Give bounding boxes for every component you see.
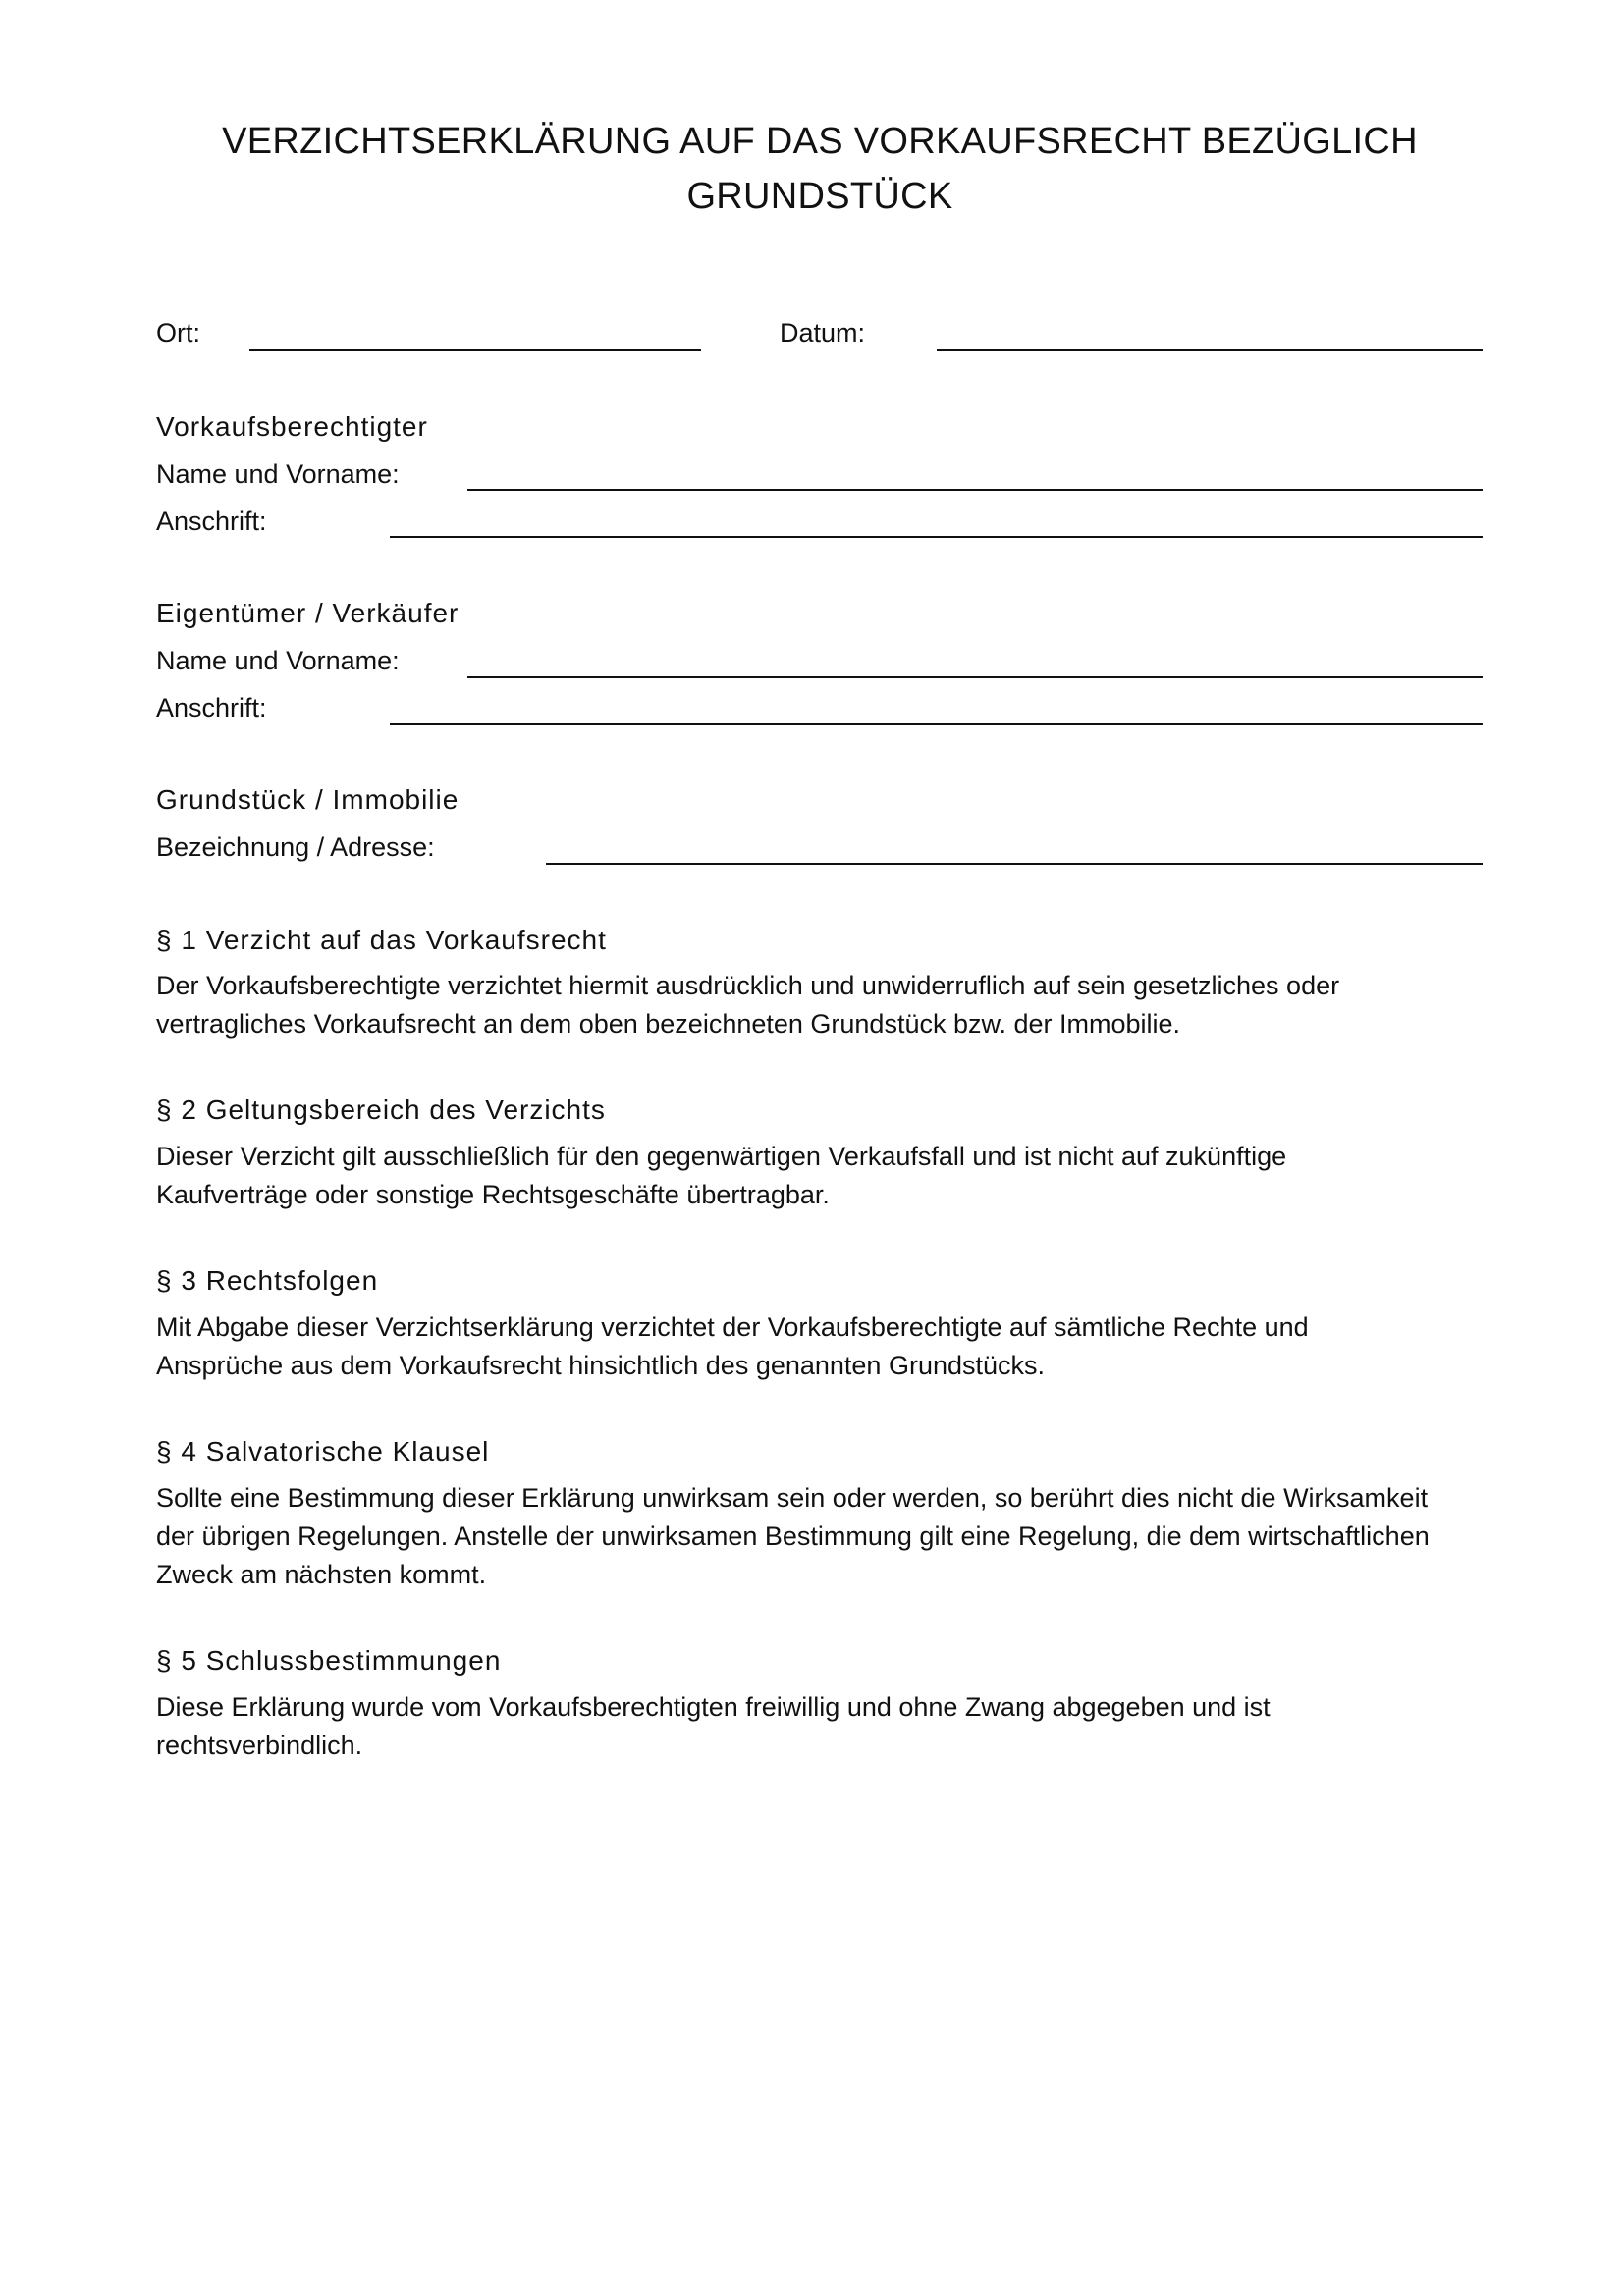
section-2-line-2: Kaufverträge oder sonstige Rechtsgeschäfte übertragbar. — [156, 1180, 830, 1209]
berechtigter-heading: Vorkaufsberechtigter — [156, 411, 428, 442]
grundstueck-designation-field[interactable] — [546, 863, 1483, 865]
document-title-line-2: GRUNDSTÜCK — [686, 176, 953, 217]
datum-field[interactable] — [937, 349, 1483, 351]
section-4-line-2: der übrigen Regelungen. Anstelle der unwirksamen Bestimmung gilt eine Regelung, die dem wirtschaftlichen — [156, 1522, 1430, 1551]
berechtigter-address-label: Anschrift: — [156, 507, 267, 536]
eigentuemer-name-field[interactable] — [467, 676, 1483, 678]
grundstueck-designation-label: Bezeichnung / Adresse: — [156, 832, 435, 862]
section-5-heading: § 5 Schlussbestimmungen — [156, 1645, 502, 1676]
section-5-line-2: rechtsverbindlich. — [156, 1731, 363, 1760]
section-1-body — [156, 967, 1491, 1043]
berechtigter-name-field[interactable] — [467, 489, 1483, 491]
section-3-body — [156, 1308, 1491, 1385]
section-3-heading: § 3 Rechtsfolgen — [156, 1265, 379, 1296]
eigentuemer-address-label: Anschrift: — [156, 693, 267, 722]
section-4-body — [156, 1479, 1491, 1594]
section-3-line-2: Ansprüche aus dem Vorkaufsrecht hinsichtlich des genannten Grundstücks. — [156, 1351, 1046, 1380]
berechtigter-name-label: Name und Vorname: — [156, 459, 400, 489]
eigentuemer-address-field[interactable] — [390, 723, 1483, 725]
section-4-line-1: Sollte eine Bestimmung dieser Erklärung unwirksam sein oder werden, so berührt dies nicht die Wirksamkeit — [156, 1483, 1429, 1513]
ort-label: Ort: — [156, 318, 200, 347]
section-4-heading: § 4 Salvatorische Klausel — [156, 1436, 490, 1467]
document-title — [157, 114, 1483, 224]
section-3-line-1: Mit Abgabe dieser Verzichtserklärung verzichtet der Vorkaufsberechtigte auf sämtliche Rechte und — [156, 1312, 1309, 1342]
section-4-line-3: Zweck am nächsten kommt. — [156, 1560, 487, 1589]
section-2-line-1: Dieser Verzicht gilt ausschließlich für den gegenwärtigen Verkaufsfall und ist nicht auf zukünftige — [156, 1142, 1287, 1171]
datum-label: Datum: — [780, 318, 866, 347]
section-1-line-1: Der Vorkaufsberechtigte verzichtet hiermit ausdrücklich und unwiderruflich auf sein gesetzliches oder — [156, 971, 1340, 1000]
eigentuemer-name-label: Name und Vorname: — [156, 646, 400, 675]
section-5-body — [156, 1688, 1491, 1765]
document-title-line-1: VERZICHTSERKLÄRUNG AUF DAS VORKAUFSRECHT BEZÜGLICH — [222, 121, 1418, 162]
section-1-line-2: vertragliches Vorkaufsrecht an dem oben bezeichneten Grundstück bzw. der Immobilie. — [156, 1009, 1181, 1039]
section-5-line-1: Diese Erklärung wurde vom Vorkaufsberechtigten freiwillig und ohne Zwang abgegeben und ist — [156, 1692, 1271, 1722]
grundstueck-heading: Grundstück / Immobilie — [156, 784, 460, 815]
berechtigter-address-field[interactable] — [390, 536, 1483, 538]
section-2-body — [156, 1138, 1491, 1214]
section-2-heading: § 2 Geltungsbereich des Verzichts — [156, 1095, 606, 1125]
section-1-heading: § 1 Verzicht auf das Vorkaufsrecht — [156, 925, 607, 955]
ort-field[interactable] — [249, 349, 701, 351]
eigentuemer-heading: Eigentümer / Verkäufer — [156, 598, 460, 628]
